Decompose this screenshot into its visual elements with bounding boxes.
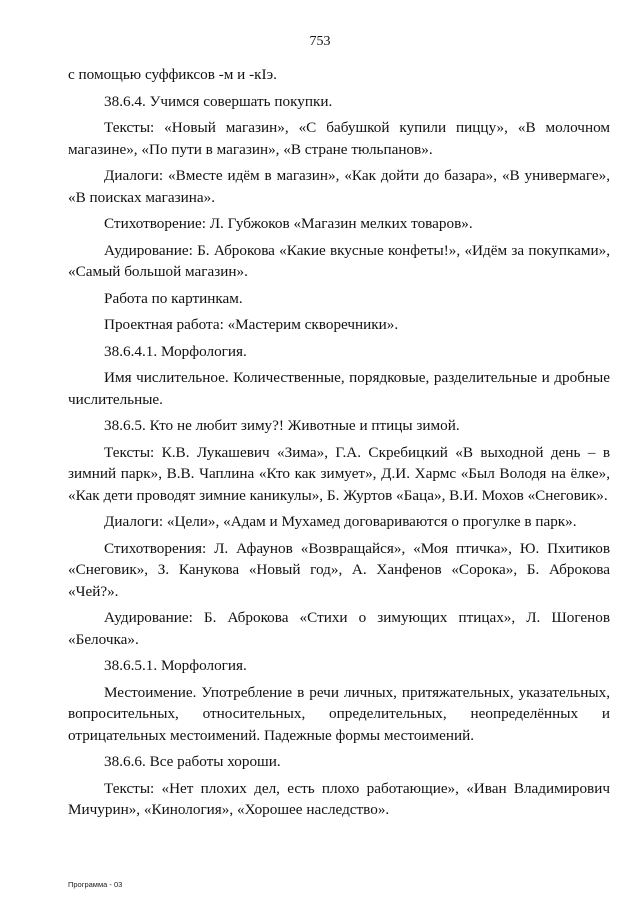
section-heading-38-6-4-1: 38.6.4.1. Морфология. <box>104 342 247 360</box>
section-heading-38-6-5-1: 38.6.5.1. Морфология. <box>104 657 247 674</box>
paragraph-poems-winter: Стихотворения: Л. Афаунов «Возвращайся», «Моя птичка», Ю. Пхитиков «Снеговик», З. Канукова «Новый год», А. Ханфенов «Сорока», Б. Аброкова «Чей?». <box>68 539 610 600</box>
paragraph-listening: Аудирование: Б. Аброкова «Какие вкусные конфеты!», «Идём за покупками», «Самый большой магазин». <box>68 241 610 280</box>
paragraph-pronouns: Местоимение. Употребление в речи личных, притяжательных, указательных, вопросительных, относительных, определительных, неопределённых и отрицательных местоимений. Падежные формы местоимений. <box>68 683 610 744</box>
paragraph-project-work: Проектная работа: «Мастерим скворечники». <box>104 316 399 333</box>
footer-label: Программа - 03 <box>68 880 123 889</box>
paragraph-continuation: с помощью суффиксов -м и -кIэ. <box>68 66 277 83</box>
paragraph-texts-work: Тексты: «Нет плохих дел, есть плохо работающие», «Иван Владимирович Мичурин», «Кинология», «Хорошее наследство». <box>68 779 610 818</box>
paragraph-dialogues-winter: Диалоги: «Цели», «Адам и Мухамед договариваются о прогулке в парк». <box>104 513 577 530</box>
paragraph-dialogues: Диалоги: «Вместе идём в магазин», «Как дойти до базара», «В универмаге», «В поисках магазина». <box>68 167 610 206</box>
page-number: 753 <box>309 34 331 49</box>
section-heading-38-6-6: 38.6.6. Все работы хороши. <box>104 753 281 770</box>
document-body <box>68 64 610 826</box>
paragraph-poem: Стихотворение: Л. Губжоков «Магазин мелких товаров». <box>104 215 473 232</box>
section-heading-38-6-5: 38.6.5. Кто не любит зиму?! Животные и птицы зимой. <box>104 417 460 434</box>
paragraph-numerals: Имя числительное. Количественные, порядковые, разделительные и дробные числительные. <box>68 369 610 408</box>
paragraph-picture-work: Работа по картинкам. <box>104 289 243 307</box>
paragraph-texts: Тексты: «Новый магазин», «С бабушкой купили пиццу», «В молочном магазине», «По пути в магазин», «В стране тюльпанов». <box>68 119 610 158</box>
paragraph-texts-winter: Тексты: К.В. Лукашевич «Зима», Г.А. Скребицкий «В выходной день – в зимний парк», В.В. Чаплина «Кто как зимует», Д.И. Хармс «Был Володя на ёлке», «Как дети проводят зимние каникулы», Б. Журтов «Баца», В.И. Мохов «Снеговик». <box>68 443 610 504</box>
section-heading-38-6-4: 38.6.4. Учимся совершать покупки. <box>104 92 333 110</box>
paragraph-listening-winter: Аудирование: Б. Аброкова «Стихи о зимующих птицах», Л. Шогенов «Белочка». <box>68 609 610 648</box>
